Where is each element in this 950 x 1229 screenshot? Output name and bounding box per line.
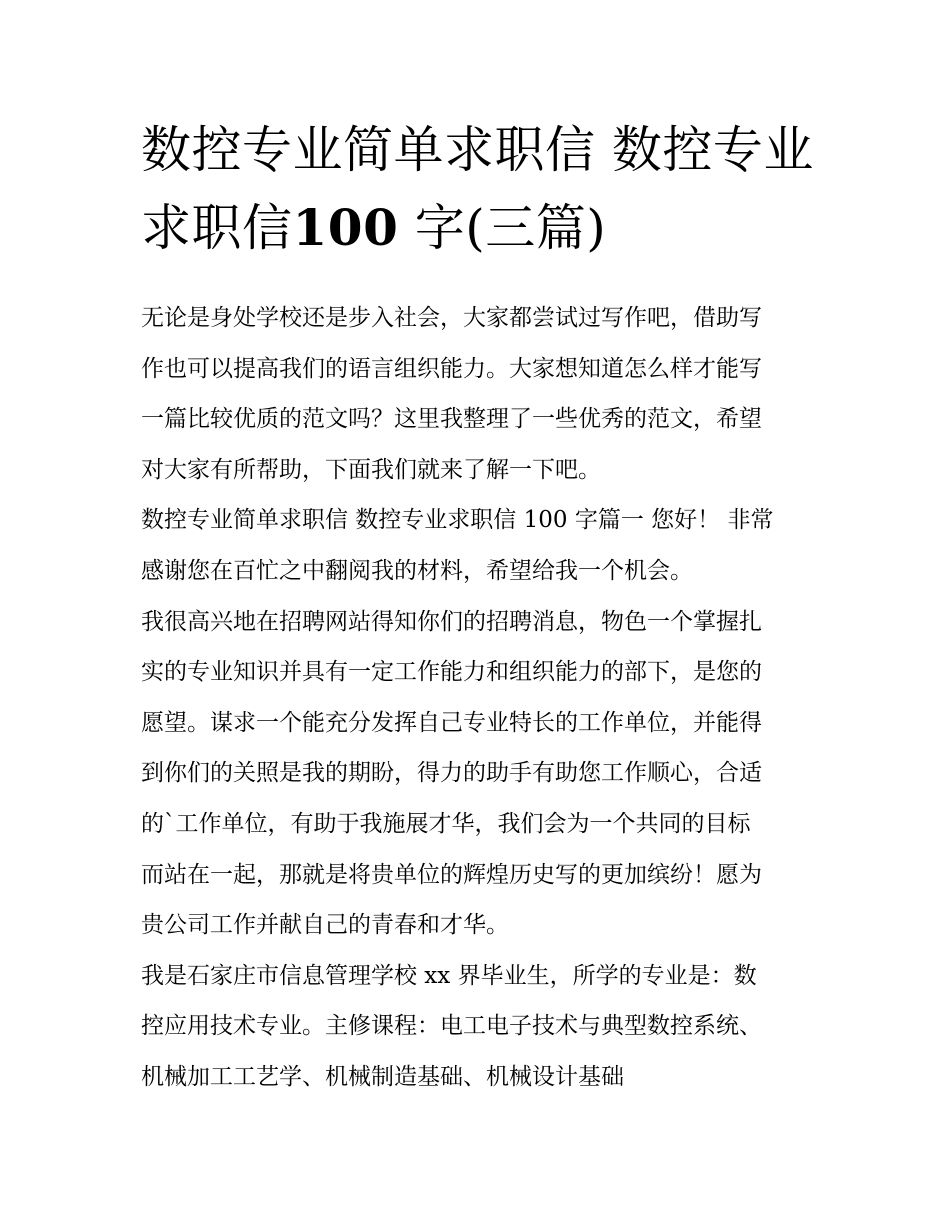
paragraph-line: 的`工作单位，有助于我施展才华，我们会为一个共同的目标	[141, 810, 751, 837]
paragraph-line: 对大家有所帮助，下面我们就来了解一下吧。	[141, 456, 601, 483]
paragraph-greeting	[141, 495, 813, 596]
document-title	[141, 112, 813, 267]
paragraph-line: 我很高兴地在招聘网站得知你们的招聘消息，物色一个掌握扎	[141, 608, 762, 635]
document-body	[141, 293, 813, 1103]
paragraph-line: 控应用技术专业。主修课程：电工电子技术与典型数控系统、	[141, 1013, 762, 1040]
paragraph-line: 无论是身处学校还是步入社会，大家都尝试过写作吧，借助写	[141, 305, 762, 331]
paragraph-line: 机械加工工艺学、机械制造基础、机械设计基础	[141, 1063, 624, 1090]
paragraph-line: 实的专业知识并具有一定工作能力和组织能力的部下，是您的	[141, 659, 762, 686]
paragraph-line: 感谢您在百忙之中翻阅我的材料，希望给我一个机会。	[141, 557, 693, 584]
paragraph-background	[141, 951, 813, 1103]
title-line-2	[141, 189, 813, 267]
title-text-b: 字(三篇)	[398, 199, 607, 257]
paragraph-line: 到你们的关照是我的期盼，得力的助手有助您工作顺心，合适	[141, 760, 762, 787]
document-page	[141, 112, 813, 1103]
paragraph-line: 一篇比较优质的范文吗？这里我整理了一些优秀的范文，希望	[141, 406, 762, 433]
paragraph-line: 数控专业简单求职信 数控专业求职信 100 字篇一 您好！ 非常	[141, 507, 774, 534]
title-text-a: 求职信	[141, 199, 293, 257]
paragraph-line: 我是石家庄市信息管理学校 xx 界毕业生，所学的专业是：数	[141, 962, 757, 989]
paragraph-line: 作也可以提高我们的语言组织能力。大家想知道怎么样才能写	[141, 355, 762, 382]
paragraph-intro	[141, 293, 813, 495]
paragraph-line: 贵公司工作并献自己的青春和才华。	[141, 912, 509, 939]
paragraph-line: 而站在一起，那就是将贵单位的辉煌历史写的更加缤纷！愿为	[141, 861, 762, 888]
title-line-1: 数控专业简单求职信 数控专业	[141, 121, 814, 179]
paragraph-line: 愿望。谋求一个能充分发挥自己专业特长的工作单位，并能得	[141, 709, 762, 736]
title-number: 100	[292, 198, 399, 257]
paragraph-motivation	[141, 597, 813, 951]
